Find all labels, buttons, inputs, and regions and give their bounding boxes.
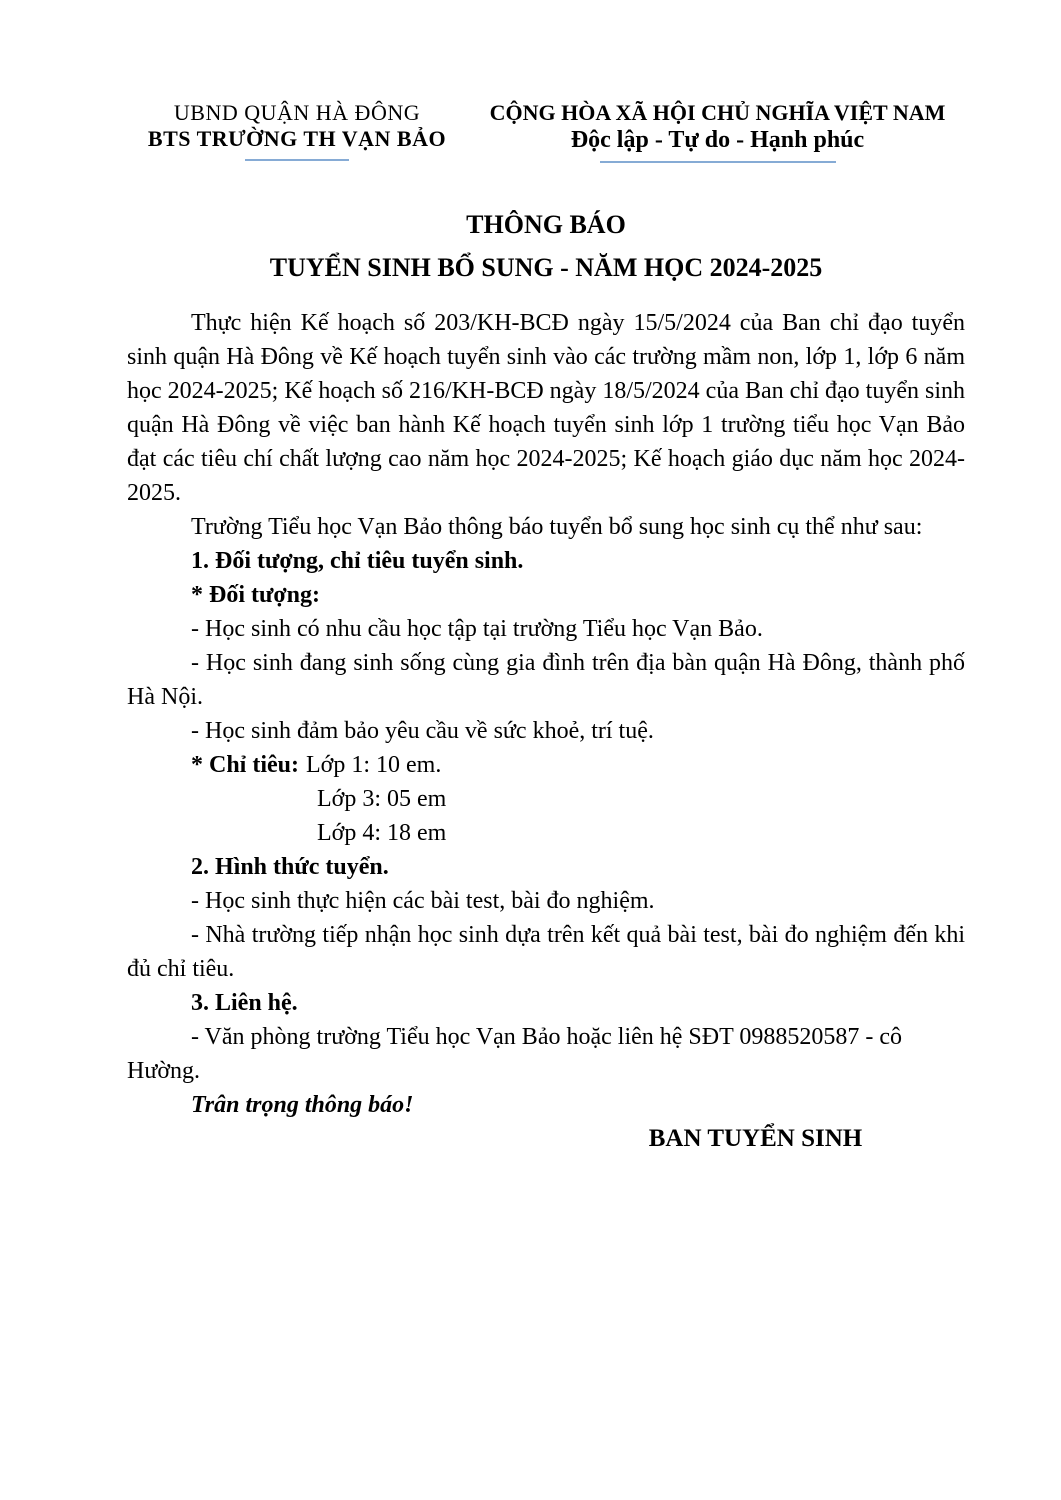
motto-underline — [600, 161, 836, 163]
signature-committee: BAN TUYỂN SINH — [648, 1125, 863, 1152]
document-header — [127, 100, 965, 163]
section-2-heading: 2. Hình thức tuyển. — [191, 854, 389, 880]
quota-grade-1: Lớp 1: 10 em. — [306, 752, 442, 778]
national-header-block — [470, 100, 965, 163]
authority-parent-name: UBND QUẬN HÀ ĐÔNG — [173, 100, 421, 125]
document-title: THÔNG BÁO — [466, 210, 626, 239]
issuing-authority-block — [127, 100, 467, 161]
quota-line-grade4: Lớp 4: 18 em — [317, 820, 447, 846]
document-body — [127, 306, 965, 1156]
authority-underline — [245, 159, 349, 161]
section-1-heading: 1. Đối tượng, chỉ tiêu tuyển sinh. — [191, 548, 524, 574]
method-item-1: - Học sinh thực hiện các bài test, bài đo nghiệm. — [191, 888, 655, 914]
method-item-2: - Nhà trường tiếp nhận học sinh dựa trên kết quả bài test, bài đo nghiệm đến khi đủ chỉ tiêu. — [127, 922, 965, 982]
subject-item-1: - Học sinh có nhu cầu học tập tại trường Tiểu học Vạn Bảo. — [191, 616, 763, 642]
closing-line: Trân trọng thông báo! — [191, 1092, 414, 1118]
national-motto: Độc lập - Tự do - Hạnh phúc — [570, 127, 865, 153]
quota-line-grade1 — [127, 748, 965, 782]
document-subtitle: TUYỂN SINH BỔ SUNG - NĂM HỌC 2024-2025 — [269, 253, 823, 282]
intro-paragraph: Thực hiện Kế hoạch số 203/KH-BCĐ ngày 15/5/2024 của Ban chỉ đạo tuyển sinh quận Hà Đông về Kế hoạch tuyển sinh vào các trường mầm non, lớp 1, lớp 6 năm học 2024-2025; Kế hoạch số 216/KH-BCĐ ngày 18/5/2024 của Ban chỉ đạo tuyển sinh quận Hà Đông về việc ban hành Kế hoạch tuyển sinh lớp 1 trường tiểu học Vạn Bảo đạt các tiêu chí chất lượng cao năm học 2024-2025; Kế hoạch giáo dục năm học 2024-2025. — [127, 310, 965, 506]
section-3-heading: 3. Liên hệ. — [191, 990, 298, 1016]
national-title: CỘNG HÒA XÃ HỘI CHỦ NGHĨA VIỆT NAM — [489, 100, 946, 125]
contact-item: - Văn phòng trường Tiểu học Vạn Bảo hoặc liên hệ SĐT 0988520587 - cô Hường. — [127, 1024, 902, 1084]
section-1-subject-label: * Đối tượng: — [191, 582, 321, 608]
quota-line-grade3: Lớp 3: 05 em — [317, 786, 447, 812]
lead-paragraph: Trường Tiểu học Vạn Bảo thông báo tuyển bổ sung học sinh cụ thể như sau: — [191, 514, 923, 540]
quota-label: * Chỉ tiêu: — [191, 752, 299, 778]
subject-item-3: - Học sinh đảm bảo yêu cầu về sức khoẻ, trí tuệ. — [191, 718, 654, 744]
subject-item-2: - Học sinh đang sinh sống cùng gia đình trên địa bàn quận Hà Đông, thành phố Hà Nội. — [127, 650, 965, 710]
authority-school-name: BTS TRƯỜNG TH VẠN BẢO — [147, 126, 447, 151]
